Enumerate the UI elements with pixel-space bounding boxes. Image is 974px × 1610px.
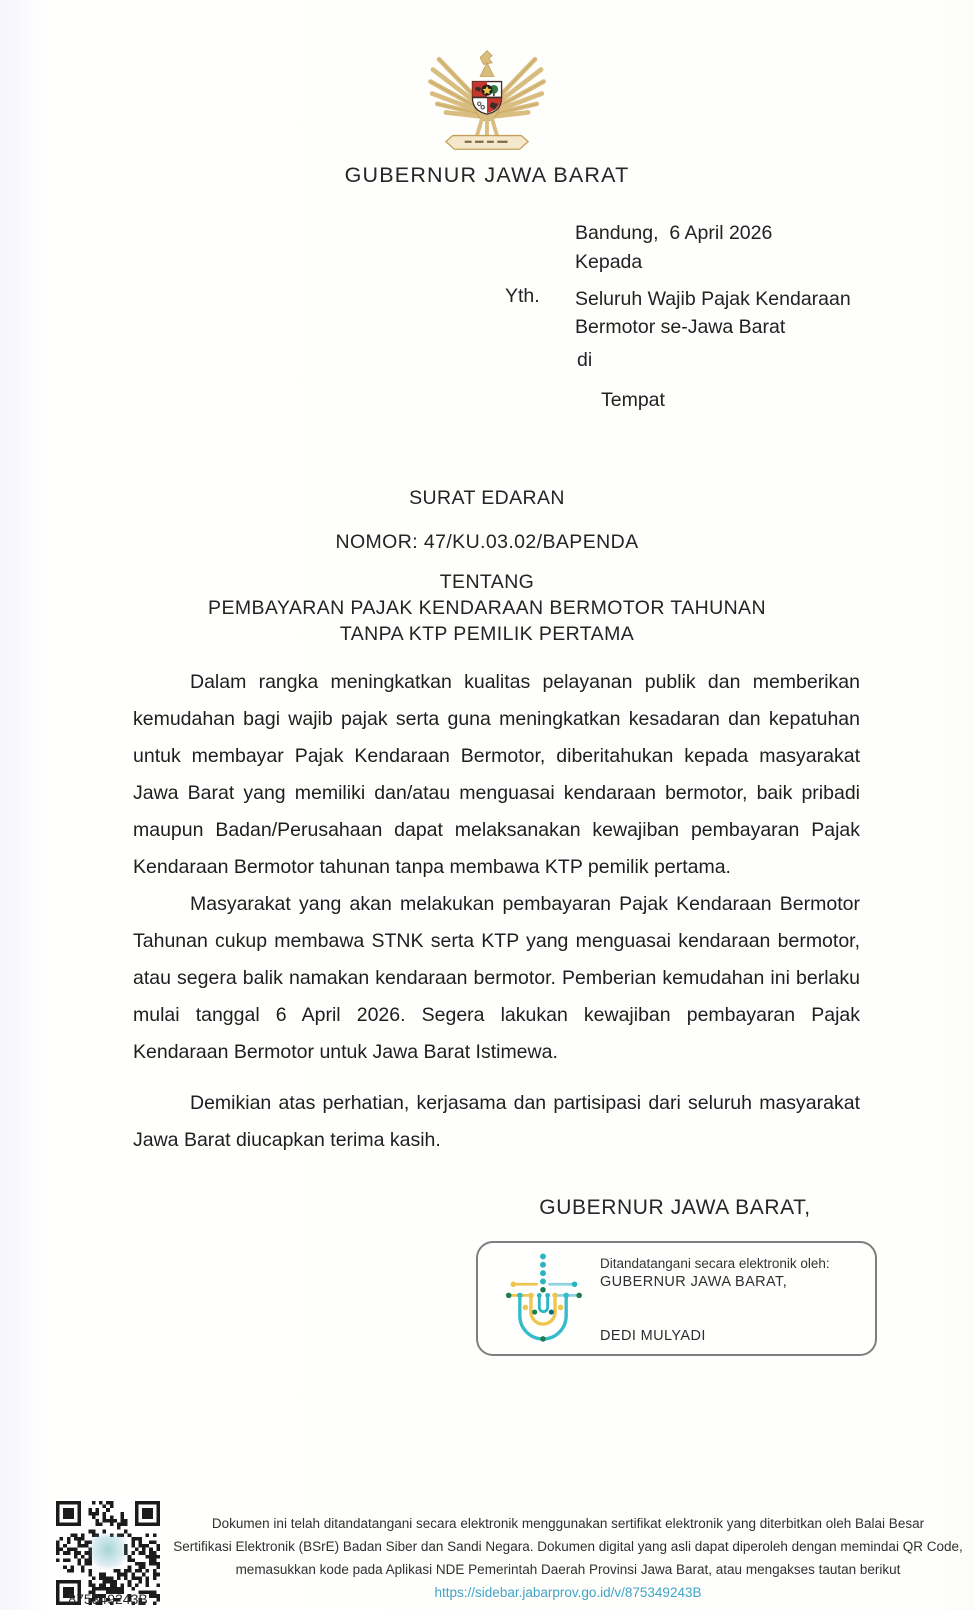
esign-signer-name: DEDI MULYADI (600, 1328, 706, 1344)
tempat-label: Tempat (601, 389, 665, 411)
esign-signer-title: GUBERNUR JAWA BARAT, (600, 1274, 788, 1290)
esign-box (476, 1241, 877, 1356)
signature-title: GUBERNUR JAWA BARAT, (539, 1196, 811, 1219)
footer-disclaimer-line-1: Dokumen ini telah ditandatangani secara elektronik menggunakan sertifikat elektronik yang diterbitkan oleh Balai Besar (211, 1516, 925, 1531)
garuda-pancasila-emblem-icon (427, 46, 547, 160)
verification-link[interactable]: https://sidebar.jabarprov.go.id/v/875349243B (434, 1585, 702, 1600)
qr-code (56, 1501, 160, 1605)
yth-label: Yth. (505, 285, 540, 307)
footer-disclaimer (168, 1512, 968, 1604)
recipient-line-2: Bermotor se-Jawa Barat (575, 316, 786, 338)
footer-disclaimer-line-3: memasukkan kode pada Aplikasi NDE Pemerintah Daerah Provinsi Jawa Barat, atau mengakses tautan berikut (235, 1562, 901, 1577)
letter-body (133, 664, 860, 1159)
subject-line-2: TANPA KTP PEMILIK PERTAMA (339, 623, 635, 645)
subject-line-1: PEMBAYARAN PAJAK KENDARAAN BERMOTOR TAHUNAN (208, 597, 766, 619)
footer-disclaimer-line-2: Sertifikasi Elektronik (BSrE) Badan Siber dan Sandi Negara. Dokumen digital yang asli dapat diperoleh dengan memindai QR Code, (173, 1539, 963, 1554)
doc-number: NOMOR: 47/KU.03.02/BAPENDA (335, 531, 639, 553)
qr-code-label: 875349243B (68, 1591, 148, 1607)
recipient-line-1: Seluruh Wajib Pajak Kendaraan (575, 288, 851, 310)
esign-statement: Ditandatangani secara elektronik oleh: (600, 1256, 830, 1271)
body-paragraph-1: Dalam rangka meningkatkan kualitas pelayanan publik dan memberikan kemudahan bagi wajib pajak serta guna meningkatkan kesadaran dan kepatuhan untuk membayar Pajak Kendaraan Bermotor, diberitahukan kepada masyarakat Jawa Barat yang memiliki dan/atau menguasai kendaraan bermotor, baik pribadi maupun Badan/Perusahaan dapat melaksanakan kewajiban pembayaran Pajak Kendaraan Bermotor tahunan tanpa membawa KTP pemilik pertama. (133, 671, 860, 878)
doc-type-title: SURAT EDARAN (409, 487, 565, 509)
di-label: di (577, 349, 593, 371)
tentang-label: TENTANG (439, 571, 535, 593)
recipient-block (575, 285, 905, 341)
qr-center-logo-icon (90, 1535, 126, 1571)
bsre-esign-logo-icon (500, 1249, 586, 1351)
body-paragraph-3: Demikian atas perhatian, kerjasama dan partisipasi dari seluruh masyarakat Jawa Barat diucapkan terima kasih. (133, 1092, 860, 1151)
body-paragraph-2: Masyarakat yang akan melakukan pembayaran Pajak Kendaraan Bermotor Tahunan cukup membawa STNK serta KTP yang menguasai kendaraan bermotor, atau segera balik namakan kendaraan bermotor. Pemberian kemudahan ini berlaku mulai tanggal 6 April 2026. Segera lakukan kewajiban pembayaran Pajak Kendaraan Bermotor untuk Jawa Barat Istimewa. (133, 893, 860, 1063)
letterhead-title: GUBERNUR JAWA BARAT (344, 163, 630, 187)
date-line: Bandung, 6 April 2026 (575, 222, 773, 244)
kepada-label: Kepada (575, 251, 643, 273)
